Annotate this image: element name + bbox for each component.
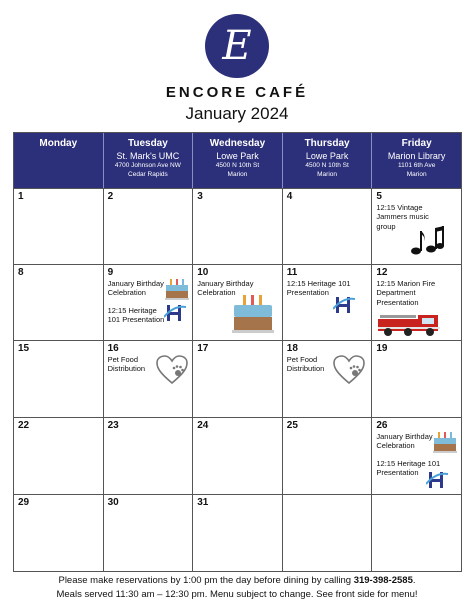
header-tuesday	[104, 133, 194, 188]
day-name: Friday	[401, 138, 432, 149]
brand-title: ENCORE CAFÉ	[165, 84, 309, 101]
event-text: January Birthday Celebration	[376, 432, 433, 451]
location-name: St. Mark's UMC	[116, 151, 180, 161]
header-thursday	[283, 133, 373, 188]
month-title: January 2024	[185, 104, 289, 123]
day-cell	[14, 341, 104, 417]
location-city: Cedar Rapids	[128, 171, 168, 179]
day-number: 4	[286, 191, 293, 202]
day-cell	[372, 265, 461, 340]
location-address: 4500 N 10th St	[305, 162, 349, 169]
day-number: 26	[376, 420, 388, 431]
day-number: 10	[197, 267, 209, 278]
location-city: Marion	[406, 171, 427, 179]
event-text: January Birthday Celebration	[197, 279, 254, 298]
fire-truck-icon	[378, 313, 440, 337]
heart-paw-icon	[156, 355, 188, 385]
day-number: 17	[197, 343, 209, 354]
day-cell	[193, 341, 283, 417]
day-name: Tuesday	[127, 138, 168, 149]
week-row	[14, 188, 461, 264]
day-cell	[283, 265, 373, 340]
day-number: 12	[376, 267, 388, 278]
day-number: 1	[18, 191, 24, 202]
phone-number: 319-398-2585	[353, 575, 413, 586]
day-cell	[193, 265, 283, 340]
day-number: 23	[107, 420, 119, 431]
birthday-cake-icon	[432, 432, 458, 454]
day-cell	[283, 189, 373, 264]
week-row	[14, 264, 461, 340]
day-cell	[14, 495, 104, 571]
reservation-end: .	[412, 575, 416, 586]
day-name: Wednesday	[209, 138, 266, 149]
day-cell	[14, 265, 104, 340]
day-number: 30	[107, 497, 119, 508]
day-cell	[104, 341, 194, 417]
day-number: 5	[376, 191, 382, 202]
event-text: Pet Food Distribution	[286, 355, 325, 374]
day-cell	[14, 418, 104, 494]
event-text: 12:15 Heritage 101 Presentation	[107, 305, 165, 325]
birthday-cake-icon	[231, 295, 275, 335]
event-text: Pet Food Distribution	[107, 355, 146, 374]
day-number: 24	[197, 420, 209, 431]
day-cell	[104, 495, 194, 571]
location-address: 4500 N 10th St	[215, 162, 260, 169]
week-row	[14, 494, 461, 571]
footer-note	[0, 574, 474, 602]
day-cell	[193, 495, 283, 571]
location-city: Marion	[227, 171, 248, 179]
day-cell	[283, 495, 373, 571]
event-text: January Birthday Celebration	[107, 279, 164, 298]
calendar-header	[14, 133, 461, 188]
day-number: 9	[107, 267, 114, 278]
location-name: Lowe Park	[305, 151, 349, 161]
day-cell	[193, 189, 283, 264]
day-number: 3	[197, 191, 203, 202]
day-cell	[372, 418, 461, 494]
location-city: Marion	[317, 171, 338, 179]
day-cell	[372, 189, 461, 264]
day-number: 11	[286, 267, 298, 278]
location-address: 4700 Johnson Ave NW	[114, 162, 181, 169]
event-text: 12:15 Heritage 101 Presentation	[376, 458, 441, 478]
event-text: 12:15 Heritage 101 Presentation	[286, 279, 351, 298]
heritage-logo-icon	[164, 303, 186, 323]
day-cell	[372, 341, 461, 417]
day-number: 19	[376, 343, 388, 354]
heart-paw-icon	[333, 355, 365, 385]
header-monday	[14, 133, 104, 188]
day-cell	[372, 495, 461, 571]
week-row	[14, 340, 461, 417]
event-text: 12:15 Vintage Jammers music group	[376, 203, 429, 231]
header-friday	[372, 133, 461, 188]
footer-line-2: Meals served 11:30 am – 12:30 pm. Menu subject to change. See front side for menu!	[56, 588, 418, 600]
location-name: Lowe Park	[216, 151, 259, 161]
birthday-cake-icon	[164, 279, 190, 301]
encore-logo	[205, 14, 269, 78]
calendar-grid	[13, 132, 462, 572]
week-row	[14, 417, 461, 494]
day-name: Monday	[39, 138, 78, 149]
day-number: 16	[107, 343, 119, 354]
day-cell	[104, 418, 194, 494]
day-number: 2	[107, 191, 114, 202]
day-cell	[104, 189, 194, 264]
day-cell	[14, 189, 104, 264]
day-cell	[283, 418, 373, 494]
day-number: 18	[286, 343, 298, 354]
heritage-logo-icon	[333, 295, 355, 315]
day-number: 25	[286, 420, 298, 431]
day-number: 29	[18, 497, 30, 508]
day-name: Thursday	[304, 138, 350, 149]
day-number: 15	[18, 343, 30, 354]
heritage-logo-icon	[426, 470, 448, 490]
day-number: 31	[197, 497, 209, 508]
music-notes-icon	[410, 225, 444, 257]
day-cell	[193, 418, 283, 494]
day-number: 22	[18, 420, 30, 431]
day-cell	[104, 265, 194, 340]
location-name: Marion Library	[387, 151, 446, 161]
day-number: 8	[18, 267, 24, 278]
header-wednesday	[193, 133, 283, 188]
day-cell	[283, 341, 373, 417]
footer-line-1	[0, 574, 474, 588]
event-text: 12:15 Marion Fire Department Presentation	[376, 279, 436, 307]
reservation-text: Please make reservations by 1:00 pm the day before dining by calling	[58, 575, 352, 586]
logo-letter: E	[222, 23, 252, 69]
location-address: 1101 6th Ave	[397, 162, 436, 169]
